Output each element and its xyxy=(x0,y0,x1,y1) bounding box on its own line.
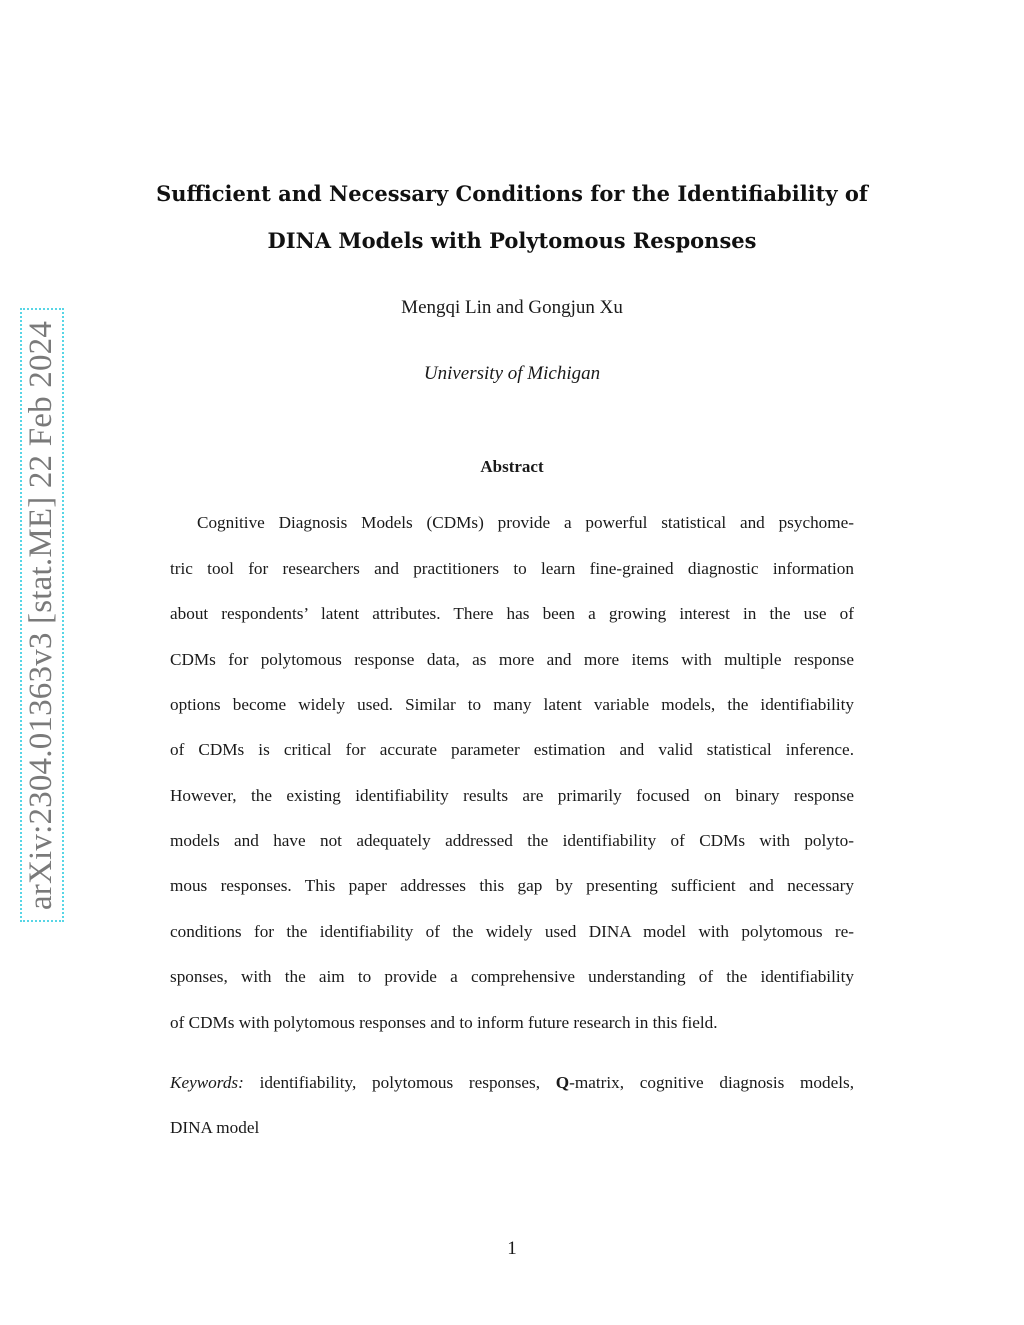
abstract-line: options become widely used. Similar to many latent variable models, the identifiability xyxy=(170,695,854,714)
keywords-label: Keywords: xyxy=(170,1073,244,1092)
keywords-q-bold: Q xyxy=(555,1073,570,1092)
abstract-heading: Abstract xyxy=(480,457,544,476)
arxiv-identifier: arXiv:2304.01363v3 [stat.ME] 22 Feb 2024 xyxy=(23,320,60,910)
abstract-line: models and have not adequately addressed the identifiability of CDMs with polyto- xyxy=(170,831,854,850)
authors: Mengqi Lin and Gongjun Xu xyxy=(401,297,623,318)
keywords-line-2: DINA model xyxy=(170,1118,260,1137)
paper-title-line-2: DINA Models with Polytomous Responses xyxy=(267,228,757,253)
abstract-line: mous responses. This paper addresses this gap by presenting sufficient and necessary xyxy=(170,876,854,895)
keywords-text-part1: identifiability, polytomous responses, xyxy=(259,1073,556,1092)
page-number: 1 xyxy=(507,1238,517,1259)
arxiv-stamp xyxy=(20,308,64,922)
abstract-line: about respondents’ latent attributes. There has been a growing interest in the use of xyxy=(170,604,854,623)
abstract-line: sponses, with the aim to provide a comprehensive understanding of the identifiability xyxy=(170,967,854,986)
keywords-line-1 xyxy=(170,1073,854,1093)
abstract-line: tric tool for researchers and practitioners to learn fine-grained diagnostic information xyxy=(170,559,854,578)
abstract-line: of CDMs with polytomous responses and to inform future research in this field. xyxy=(170,1013,718,1032)
abstract-line: Cognitive Diagnosis Models (CDMs) provide a powerful statistical and psychome- xyxy=(197,513,854,532)
abstract-line: CDMs for polytomous response data, as more and more items with multiple response xyxy=(170,650,854,669)
abstract-line: However, the existing identifiability results are primarily focused on binary response xyxy=(170,786,854,805)
keywords-text-part2: -matrix, cognitive diagnosis models, xyxy=(569,1073,854,1092)
affiliation: University of Michigan xyxy=(423,363,601,384)
abstract-line: conditions for the identifiability of the widely used DINA model with polytomous re- xyxy=(170,922,854,941)
abstract-line: of CDMs is critical for accurate parameter estimation and valid statistical inference. xyxy=(170,740,854,759)
paper-title-line-1: Sufficient and Necessary Conditions for the Identifiability of xyxy=(156,181,868,206)
